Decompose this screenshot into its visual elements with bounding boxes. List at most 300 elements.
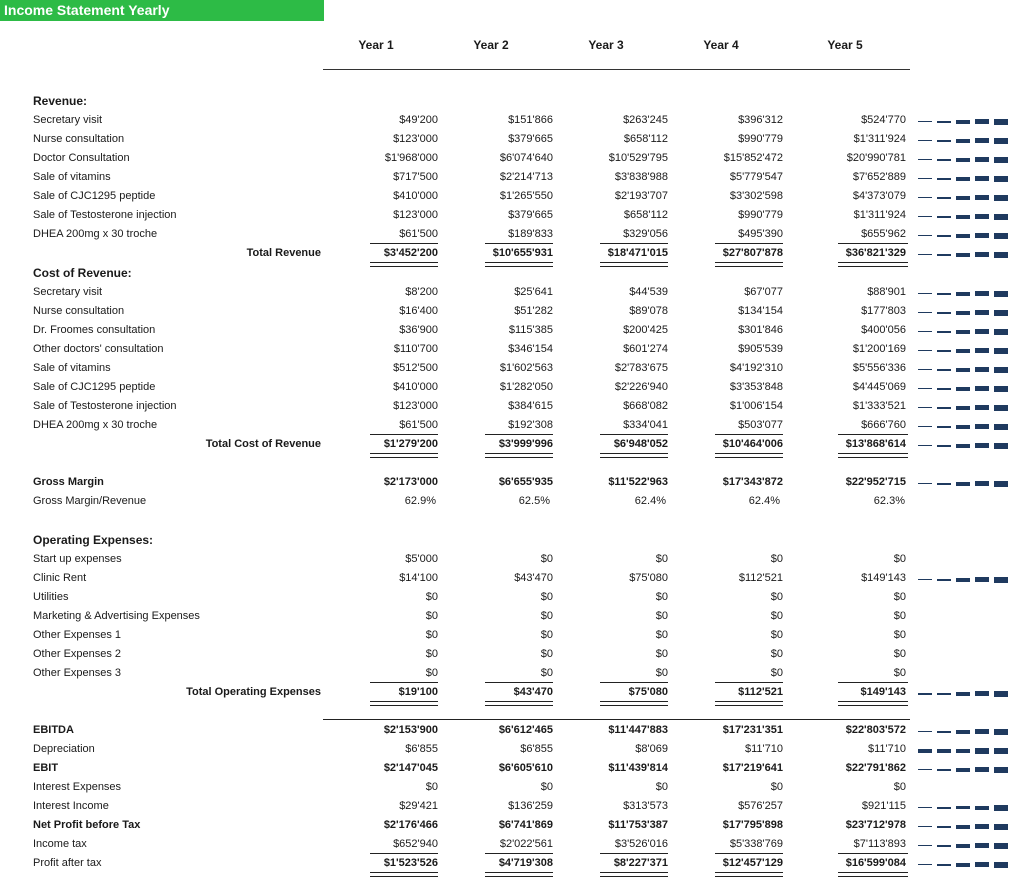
- cell-year-1: $2'153'900: [383, 724, 438, 736]
- table-row: [0, 473, 1024, 492]
- sparkline-bar: [918, 693, 932, 695]
- sparkline-bar: [937, 769, 951, 771]
- row-label: Other doctors' consultation: [33, 343, 164, 355]
- cell-year-2: $43'470: [514, 572, 553, 584]
- cell-year-3: $0: [655, 591, 668, 603]
- total-rule: [370, 872, 438, 877]
- sparkline-bar: [937, 388, 951, 390]
- sparkline-bar: [918, 579, 932, 580]
- total-rule: [600, 453, 668, 458]
- sparkline-bar: [994, 577, 1008, 583]
- sparkline-bar: [937, 235, 951, 237]
- table-row: [0, 816, 1024, 835]
- sparkline-bar: [975, 424, 989, 429]
- sparkline: [912, 820, 1020, 832]
- cell-year-3: $11'522'963: [608, 476, 668, 488]
- table-row: [0, 149, 1024, 168]
- sparkline-bar: [937, 731, 951, 733]
- sparkline-bar: [994, 119, 1008, 125]
- sparkline-bar: [994, 348, 1008, 354]
- cell-year-1: $410'000: [393, 381, 438, 393]
- cell-year-1: $0: [425, 667, 438, 679]
- row-label: Income tax: [33, 838, 87, 850]
- sparkline-bar: [918, 407, 932, 408]
- cell-year-2: $384'615: [508, 400, 553, 412]
- sparkline-bar: [994, 405, 1008, 411]
- cell-year-1: $8'200: [405, 286, 438, 298]
- cell-year-2: $6'855: [520, 743, 553, 755]
- cell-year-3: $6'948'052: [613, 438, 668, 450]
- cell-year-4: $17'795'898: [722, 819, 783, 831]
- table-row: [0, 302, 1024, 321]
- cell-year-2: $6'612'465: [498, 724, 553, 736]
- row-label: Interest Income: [33, 800, 109, 812]
- subtotal-rule: [715, 434, 783, 435]
- cell-year-1: $0: [425, 648, 438, 660]
- sparkline: [912, 477, 1020, 489]
- cell-year-2: $3'999'996: [498, 438, 553, 450]
- subtotal-rule: [715, 243, 783, 244]
- cell-year-5: $20'990'781: [846, 152, 906, 164]
- sparkline-bar: [937, 483, 951, 485]
- cell-year-5: $22'791'862: [845, 762, 906, 774]
- sparkline-bar: [937, 312, 951, 314]
- cell-year-1: $2'176'466: [383, 819, 438, 831]
- sparkline-bar: [937, 216, 951, 218]
- cell-year-3: $329'056: [623, 228, 668, 240]
- total-rule: [715, 872, 783, 877]
- total-rule: [485, 872, 553, 877]
- cell-year-4: $1'006'154: [729, 400, 783, 412]
- sparkline-bar: [937, 807, 951, 809]
- cell-year-1: $410'000: [393, 190, 438, 202]
- cell-year-2: $0: [540, 553, 553, 565]
- cell-year-4: $67'077: [744, 286, 783, 298]
- table-row: [0, 111, 1024, 130]
- cell-year-5: $16'599'084: [845, 857, 906, 869]
- cell-year-4: $10'464'006: [722, 438, 783, 450]
- cell-year-4: $17'231'351: [722, 724, 783, 736]
- sparkline-bar: [937, 864, 951, 866]
- cell-year-3: $2'226'940: [614, 381, 668, 393]
- cell-year-1: $6'855: [405, 743, 438, 755]
- cell-year-1: $0: [425, 781, 438, 793]
- cell-year-5: $4'445'069: [852, 381, 906, 393]
- cell-year-5: $0: [893, 610, 906, 622]
- row-label: Nurse consultation: [33, 305, 125, 317]
- cell-year-4: $27'807'878: [722, 247, 783, 259]
- sparkline-bar: [994, 214, 1008, 220]
- row-label: Operating Expenses:: [33, 533, 154, 547]
- cell-year-5: $0: [893, 781, 906, 793]
- sparkline-bar: [937, 350, 951, 352]
- cell-year-2: $1'282'050: [499, 381, 553, 393]
- cell-year-3: $3'838'988: [614, 171, 668, 183]
- cell-year-5: $7'113'893: [853, 838, 906, 850]
- sparkline-bar: [937, 293, 951, 295]
- cell-year-2: $0: [540, 591, 553, 603]
- sparkline-bar: [956, 120, 970, 124]
- sparkline-bar: [956, 863, 970, 867]
- sparkline-bar: [994, 157, 1008, 163]
- sparkline-bar: [956, 177, 970, 181]
- cell-year-1: $2'147'045: [383, 762, 438, 774]
- sparkline-bar: [937, 369, 951, 371]
- sparkline-bar: [918, 197, 932, 198]
- cell-year-2: $1'265'550: [499, 190, 553, 202]
- table-row: [0, 283, 1024, 302]
- sparkline-bar: [937, 254, 951, 256]
- cell-year-4: $0: [770, 648, 783, 660]
- sparkline-bar: [956, 482, 970, 486]
- row-label: Sale of Testosterone injection: [33, 400, 177, 412]
- sparkline-bar: [956, 158, 970, 162]
- cell-year-5: $177'803: [861, 305, 906, 317]
- cell-year-3: $668'082: [623, 400, 668, 412]
- sparkline-bar: [937, 178, 951, 180]
- subtotal-rule: [370, 853, 438, 854]
- cell-year-3: $200'425: [623, 324, 668, 336]
- ebitda-top-rule: [323, 719, 910, 720]
- cell-year-4: $990'779: [738, 133, 783, 145]
- cell-year-1: $16'400: [399, 305, 438, 317]
- table-row: [0, 607, 1024, 626]
- cell-year-4: $5'779'547: [729, 171, 783, 183]
- sheet-title: Income Statement Yearly: [0, 0, 324, 21]
- sparkline-bar: [956, 578, 970, 582]
- cell-year-3: $11'753'387: [608, 819, 668, 831]
- sparkline: [912, 420, 1020, 432]
- sparkline-bar: [956, 444, 970, 448]
- sparkline-bar: [956, 749, 970, 753]
- sparkline-bar: [937, 845, 951, 847]
- cell-year-2: $2'214'713: [499, 171, 553, 183]
- sparkline-bar: [956, 387, 970, 391]
- sparkline-bar: [918, 331, 932, 332]
- total-rule: [838, 701, 908, 706]
- row-label: Utilities: [33, 591, 69, 603]
- cell-year-1: $19'100: [398, 686, 438, 698]
- table-row: [0, 187, 1024, 206]
- sparkline: [912, 763, 1020, 775]
- sparkline-bar: [994, 176, 1008, 182]
- sparkline-bar: [994, 748, 1008, 754]
- sparkline-bar: [994, 195, 1008, 201]
- cell-year-4: $3'302'598: [729, 190, 783, 202]
- sparkline: [912, 134, 1020, 146]
- cell-year-2: $4'719'308: [498, 857, 553, 869]
- cell-year-4: $0: [770, 629, 783, 641]
- sparkline-bar: [975, 806, 989, 810]
- sparkline-bar: [956, 292, 970, 296]
- cell-year-5: $0: [893, 648, 906, 660]
- cell-year-3: $0: [655, 667, 668, 679]
- cell-year-2: $346'154: [508, 343, 553, 355]
- cell-year-2: 62.5%: [518, 495, 550, 507]
- cell-year-4: $0: [770, 781, 783, 793]
- cell-year-4: $0: [770, 610, 783, 622]
- sparkline-bar: [994, 424, 1008, 430]
- sparkline-bar: [975, 862, 989, 867]
- row-label: Revenue:: [33, 94, 88, 108]
- row-label: Gross Margin/Revenue: [33, 495, 147, 507]
- sparkline-bar: [975, 577, 989, 582]
- row-label: Secretary visit: [33, 286, 103, 298]
- cell-year-1: $61'500: [399, 228, 438, 240]
- cell-year-1: $1'523'526: [383, 857, 438, 869]
- year-header-3: Year 3: [588, 38, 624, 52]
- sparkline-bar: [975, 729, 989, 734]
- table-row: [0, 588, 1024, 607]
- sparkline-bar: [975, 843, 989, 848]
- cell-year-4: $0: [770, 591, 783, 603]
- sparkline-bar: [994, 767, 1008, 773]
- row-label: Total Cost of Revenue: [205, 438, 321, 450]
- sparkline: [912, 306, 1020, 318]
- header-rule: [323, 69, 910, 70]
- cell-year-2: $2'022'561: [499, 838, 553, 850]
- sparkline-bar: [918, 216, 932, 217]
- table-row: [0, 645, 1024, 664]
- cell-year-3: $658'112: [623, 133, 668, 145]
- table-row: [0, 416, 1024, 435]
- cell-year-4: $134'154: [738, 305, 783, 317]
- table-row: [0, 778, 1024, 797]
- cell-year-5: $921'115: [861, 800, 906, 812]
- table-row: [0, 626, 1024, 645]
- subtotal-rule: [370, 243, 438, 244]
- sparkline-bar: [956, 349, 970, 353]
- subtotal-rule: [485, 853, 553, 854]
- cell-year-5: $36'821'329: [845, 247, 906, 259]
- cell-year-5: $4'373'079: [852, 190, 906, 202]
- total-rule: [485, 701, 553, 706]
- cell-year-3: $313'573: [623, 800, 668, 812]
- cell-year-5: $88'901: [867, 286, 906, 298]
- sparkline-bar: [937, 159, 951, 161]
- cell-year-2: $136'259: [508, 800, 553, 812]
- row-label: Other Expenses 1: [33, 629, 122, 641]
- cell-year-2: $43'470: [513, 686, 553, 698]
- row-label: Profit after tax: [33, 857, 102, 869]
- cell-year-2: $6'605'610: [498, 762, 553, 774]
- table-row: [0, 740, 1024, 759]
- sparkline-bar: [918, 121, 932, 122]
- row-label: Nurse consultation: [33, 133, 125, 145]
- sparkline-bar: [937, 121, 951, 123]
- sparkline-bar: [937, 331, 951, 333]
- total-rule: [715, 453, 783, 458]
- cell-year-4: 62.4%: [748, 495, 780, 507]
- sparkline-bar: [994, 291, 1008, 297]
- cell-year-3: $11'439'814: [608, 762, 668, 774]
- cell-year-2: $0: [540, 648, 553, 660]
- cell-year-5: $655'962: [861, 228, 906, 240]
- sparkline-bar: [918, 235, 932, 236]
- sparkline: [912, 725, 1020, 737]
- cell-year-1: $512'500: [393, 362, 438, 374]
- sparkline-bar: [994, 386, 1008, 392]
- cell-year-1: $14'100: [399, 572, 438, 584]
- subtotal-rule: [715, 853, 783, 854]
- sparkline: [912, 382, 1020, 394]
- cell-year-5: $0: [893, 629, 906, 641]
- cell-year-3: $0: [655, 629, 668, 641]
- cell-year-4: $990'779: [738, 209, 783, 221]
- row-label: Gross Margin: [33, 476, 104, 488]
- table-row: [0, 130, 1024, 149]
- cell-year-3: $2'193'707: [614, 190, 668, 202]
- cell-year-2: $151'866: [508, 114, 553, 126]
- sparkline-bar: [956, 692, 970, 696]
- table-row: [0, 359, 1024, 378]
- sparkline-bar: [937, 826, 951, 828]
- cell-year-5: $149'143: [860, 686, 906, 698]
- sparkline: [912, 210, 1020, 222]
- cell-year-1: $0: [425, 610, 438, 622]
- subtotal-rule: [485, 243, 553, 244]
- sparkline-bar: [956, 234, 970, 238]
- cell-year-1: $36'900: [399, 324, 438, 336]
- sparkline-bar: [918, 807, 932, 808]
- subtotal-rule: [838, 434, 908, 435]
- subtotal-rule: [838, 853, 908, 854]
- row-label: Start up expenses: [33, 553, 122, 565]
- cell-year-5: $22'803'572: [845, 724, 906, 736]
- cell-year-3: $8'227'371: [613, 857, 668, 869]
- cell-year-4: $3'353'848: [729, 381, 783, 393]
- cell-year-5: $666'760: [861, 419, 906, 431]
- sparkline: [912, 153, 1020, 165]
- sparkline-bar: [956, 196, 970, 200]
- sparkline-bar: [975, 329, 989, 334]
- row-label: Total Revenue: [246, 247, 321, 259]
- sparkline-bar: [975, 138, 989, 143]
- row-label: Sale of Testosterone injection: [33, 209, 177, 221]
- sparkline-bar: [918, 864, 932, 865]
- row-label: Doctor Consultation: [33, 152, 130, 164]
- cell-year-4: $4'192'310: [729, 362, 783, 374]
- cell-year-2: $1'602'563: [499, 362, 553, 374]
- cell-year-4: $0: [770, 667, 783, 679]
- sparkline-bar: [975, 481, 989, 486]
- year-header-2: Year 2: [473, 38, 509, 52]
- row-label: Interest Expenses: [33, 781, 122, 793]
- row-label: Other Expenses 2: [33, 648, 122, 660]
- subtotal-rule: [370, 434, 438, 435]
- cell-year-3: $263'245: [623, 114, 668, 126]
- row-label: Total Operating Expenses: [186, 686, 321, 698]
- sparkline-bar: [937, 579, 951, 581]
- table-row: [0, 835, 1024, 854]
- row-label: Cost of Revenue:: [33, 266, 132, 280]
- row-label: Other Expenses 3: [33, 667, 122, 679]
- cell-year-1: $61'500: [399, 419, 438, 431]
- sparkline-bar: [918, 769, 932, 770]
- cell-year-3: $89'078: [629, 305, 668, 317]
- sparkline: [912, 573, 1020, 585]
- cell-year-5: $1'311'924: [853, 133, 906, 145]
- cell-year-3: $18'471'015: [607, 247, 668, 259]
- sparkline-bar: [975, 233, 989, 238]
- cell-year-4: $576'257: [738, 800, 783, 812]
- cell-year-5: $0: [893, 553, 906, 565]
- sparkline-bar: [918, 445, 932, 446]
- sparkline-bar: [937, 749, 951, 753]
- cell-year-3: $601'274: [623, 343, 668, 355]
- sparkline-bar: [975, 405, 989, 410]
- cell-year-2: $189'833: [508, 228, 553, 240]
- total-rule: [485, 453, 553, 458]
- row-label: Secretary visit: [33, 114, 103, 126]
- sparkline-bar: [975, 748, 989, 754]
- cell-year-1: $0: [425, 629, 438, 641]
- cell-year-4: $5'338'769: [729, 838, 783, 850]
- sparkline-bar: [918, 388, 932, 389]
- sparkline-bar: [918, 178, 932, 179]
- sparkline-bar: [994, 233, 1008, 239]
- sparkline-bar: [994, 367, 1008, 373]
- cell-year-2: $192'308: [508, 419, 553, 431]
- sparkline-bar: [937, 197, 951, 199]
- subtotal-rule: [838, 243, 908, 244]
- sparkline: [912, 687, 1020, 699]
- sparkline-bar: [918, 159, 932, 160]
- cell-year-3: $44'539: [629, 286, 668, 298]
- section-header: [0, 531, 1024, 550]
- sparkline-bar: [994, 843, 1008, 849]
- cell-year-4: $11'710: [745, 743, 783, 755]
- sparkline-bar: [956, 311, 970, 315]
- cell-year-2: $379'665: [508, 133, 553, 145]
- sparkline-bar: [918, 731, 932, 732]
- table-row: [0, 340, 1024, 359]
- cell-year-1: $1'968'000: [384, 152, 438, 164]
- subtotal-rule: [600, 682, 668, 683]
- subtotal-rule: [600, 853, 668, 854]
- cell-year-5: $400'056: [861, 324, 906, 336]
- year-header-5: Year 5: [827, 38, 863, 52]
- cell-year-1: $652'940: [393, 838, 438, 850]
- sparkline-bar: [975, 691, 989, 696]
- row-label: Dr. Froomes consultation: [33, 324, 156, 336]
- sparkline-bar: [975, 195, 989, 200]
- sparkline: [912, 744, 1020, 756]
- cell-year-1: $717'500: [393, 171, 438, 183]
- cell-year-5: $0: [893, 667, 906, 679]
- sparkline-bar: [994, 729, 1008, 735]
- sparkline-bar: [956, 406, 970, 410]
- sparkline: [912, 229, 1020, 241]
- cell-year-4: $0: [770, 553, 783, 565]
- subtotal-rule: [370, 682, 438, 683]
- cell-year-2: $0: [540, 610, 553, 622]
- table-row: [0, 321, 1024, 340]
- sparkline-bar: [956, 768, 970, 772]
- sparkline-bar: [975, 214, 989, 219]
- cell-year-1: $1'279'200: [383, 438, 438, 450]
- cell-year-3: $0: [655, 781, 668, 793]
- cell-year-5: $13'868'614: [845, 438, 906, 450]
- cell-year-2: $10'655'931: [492, 247, 553, 259]
- cell-year-4: $112'521: [738, 572, 783, 584]
- sparkline: [912, 801, 1020, 813]
- cell-year-3: $75'080: [629, 572, 668, 584]
- cell-year-3: $0: [655, 610, 668, 622]
- table-row: [0, 797, 1024, 816]
- cell-year-4: $301'846: [738, 324, 783, 336]
- sparkline-bar: [975, 348, 989, 353]
